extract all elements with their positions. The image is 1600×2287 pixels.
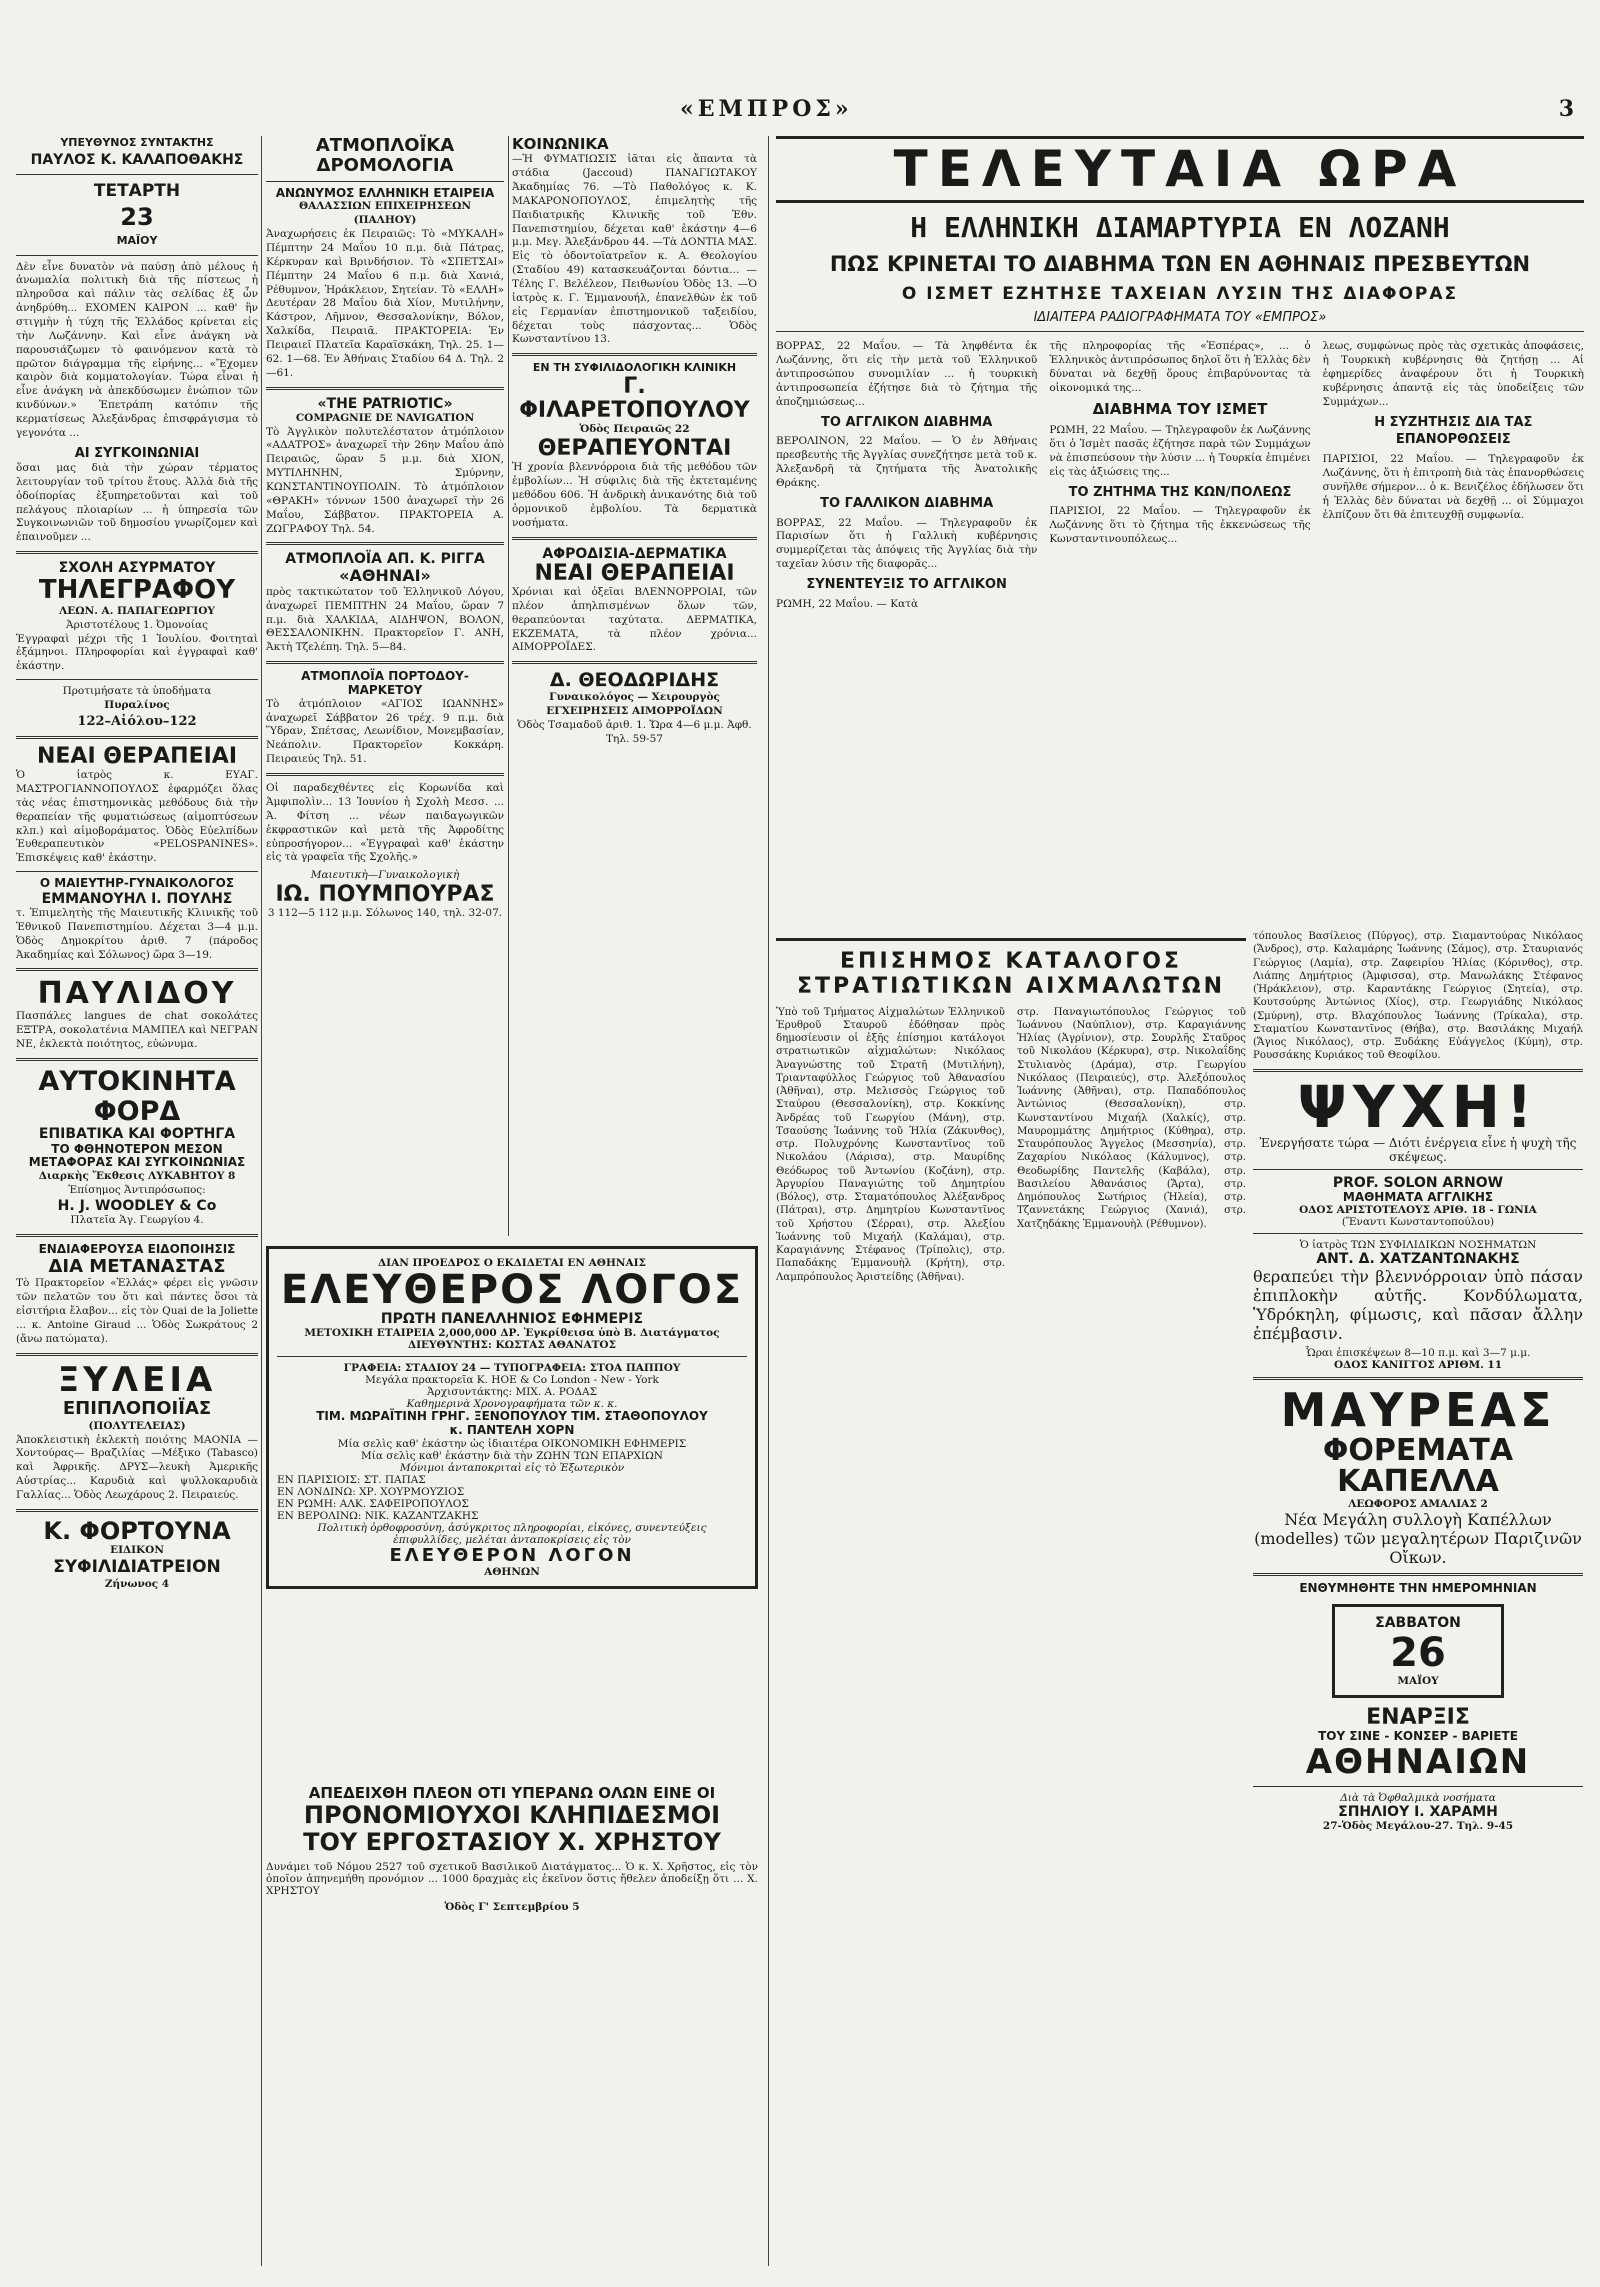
divider [512, 537, 757, 540]
obstetrician-name: ΕΜΜΑΝΟΥΗΛ Ι. ΠΟΥΛΗΣ [41, 890, 233, 907]
ford-rep-label: Ἐπίσημος Ἀντιπρόσωπος: [68, 1183, 206, 1196]
communications-text: ὅσαι μας διὰ τὴν χώραν τέρματος λειτουργίαν τοῦ τρίτου ἔτους. Ἀλλὰ διὰ τῆς ὁδοίπορίας ἐξυπηρετοῦνται καὶ τοῦ πελάγους πλοιαρίων ... ἡ ὑπηρεσία τῶν Συγκοινωνιῶν τοῦ δημοσίου γνωρίζομεν καὶ ἐπαινοῦμεν ... [16, 461, 258, 544]
migrants-text: Τὸ Πρακτορεῖον «Ἑλλάς» φέρει εἰς γνῶσιν τῶν πελατῶν του ὅτι καὶ πάντες ὅσοι τὰ εἰσιτήρια ἔλαβον... εἰς τὸν Quai de la Joliette ... κ. Antoine Giraud ... Ὁδὸς Σωκράτους 2 (ἄνω πατώματα). [16, 1277, 258, 1345]
divider [16, 1509, 258, 1512]
headline-4: ΙΔΙΑΙΤΕΡΑ ΡΑΔΙΟΓΡΑΦΗΜΑΤΑ ΤΟΥ «ΕΜΠΡΟΣ» [776, 310, 1584, 332]
divider [1253, 1169, 1583, 1170]
logos-economic: Μία σελὶς καθ' ἑκάστην ὡς ἰδιαιτέρα ΟΙΚΟΝΟΜΙΚΗ ΕΦΗΜΕΡΙΣ [337, 1437, 687, 1450]
news-col-1 [776, 340, 1037, 615]
fortuna-address: Ζήνωνος 4 [104, 1577, 170, 1590]
school-address: Ἀριστοτέλους 1. Ὀμονοίας [66, 618, 208, 631]
column-2 [266, 136, 504, 921]
news-subheading: ΣΥΝΕΝΤΕΥΞΙΣ ΤΟ ΑΓΓΛΙΚΟΝ [806, 577, 1007, 593]
obstetrician-text: τ. Ἐπιμελητὴς τῆς Μαιευτικῆς Κλινικῆς τοῦ Ἐθνικοῦ Πανεπιστημίου. Δέχεται 3—4 μ.μ. Ὁδὸς Δημοκρίτου ἀριθ. 7 (πάροδος Ἀκαδημίας καὶ Σόλωνος) ὥρα 3—19. [16, 907, 258, 961]
timber-subheading-2: (ΠΟΛΥΤΕΛΕΙΑΣ) [88, 1419, 186, 1432]
banner-latest-hour: ΤΕΛΕΥΤΑΙΑ ΩΡΑ [776, 136, 1584, 203]
divider [512, 661, 757, 664]
newspaper-name: «ΕΜΠΡΟΣ» [680, 96, 853, 122]
news-columns [776, 340, 1584, 615]
news-subheading: ΤΟ ΑΓΓΛΙΚΟΝ ΔΙΑΒΗΜΑ [821, 415, 993, 431]
divider [16, 1353, 258, 1356]
remind-heading: ΕΝΘΥΜΗΘΗΤΕ ΤΗΝ ΗΜΕΡΟΜΗΝΙΑΝ [1299, 1580, 1537, 1595]
logos-top: ΔΙΑΝ ΠΡΟΕΔΡΟΣ Ο ΕΚΔΙΔΕΤΑΙ ΕΝ ΑΘΗΝΑΙΣ [378, 1257, 646, 1269]
masthead [0, 96, 1600, 136]
logos-tagline: Πολιτικὴ ὀρθοφροσύνη, ἀσύγκριτος πληροφορίαι, εἰκόνες, συνεντεύξεις [317, 1521, 707, 1534]
logos-footer-2: ΑΘΗΝΩΝ [484, 1566, 540, 1579]
news-text: ΒΟΡΡΑΣ, 22 Μαΐου. — Τὰ ληφθέντα ἐκ Λωζάννης, ὅτι εἰς τὴν μετὰ τοῦ Ἑλληνικοῦ ἀντιπροσώπου συνομιλίαν ... ἡ τουρκικὴ ἀντιπροσωπεία ἐζήτησε διὰ τὸ ζήτημα τῆς ἀποζημιώσεως... [776, 340, 1038, 409]
news-text: λεως, συμφώνως πρὸς τὰς σχετικὰς ἀποφάσεις, ἡ Τουρκικὴ κυβέρνησις θὰ ζητήσῃ ... Αἱ ἐφημερίδες ἀναφέρουν ὅτι ἡ Τουρκικὴ κυβέρνησις ἀπαντᾷ εἰς τὰς ὑποδείξεις τῶν Συμμάχων... [1322, 340, 1584, 409]
divider [266, 661, 504, 664]
prisoners-catalog [776, 930, 1246, 1284]
divider [1253, 1069, 1583, 1072]
aphro-subheading: ΝΕΑΙ ΘΕΡΑΠΕΙΑΙ [534, 560, 735, 586]
charami-label: Διὰ τὰ Ὀφθαλμικὰ νοσήματα [1340, 1792, 1496, 1805]
date-box-month: ΜΑΪΟΥ [1397, 1674, 1439, 1687]
syph-hours: Ὧραι ἐπισκέψεων 8—10 π.μ. καὶ 3—7 μ.μ. [1305, 1347, 1531, 1360]
christou-line-2: ΠΡΟΝΟΜΙΟΥΧΟΙ ΚΛΗΠΙΔΕΣΜΟΙ [303, 1801, 721, 1830]
logos-title: ΕΛΕΥΘΕΡΟΣ ΛΟΓΟΣ [280, 1267, 744, 1313]
divider [1253, 1573, 1583, 1576]
charami-name: ΣΠΗΛΙΟΥ Ι. ΧΑΡΑΜΗ [1338, 1804, 1498, 1821]
news-subheading: Η ΣΥΖΗΤΗΣΙΣ ΔΙΑ ΤΑΣ ΕΠΑΝΟΡΘΩΣΕΙΣ [1374, 415, 1533, 448]
school-text: Ἐγγραφαὶ μέχρι τῆς 1 Ἰουλίου. Φοιτηταὶ ἐξάμηνοι. Πληροφορίαι καὶ ἐγγραφαὶ καθ' ἑκάστην. [16, 632, 258, 673]
catalog-col-2: στρ. Παναγιωτόπουλος Γεώργιος τοῦ Ἰωάννου (Ναύπλιον), στρ. Καραγιάννης Ἠλίας (Ἀγρίνιον), στρ. Σουρλῆς Σταῦρος τοῦ Νικολάου (Κέρκυρα), στρ. Νικολαΐδης Στυλιανὸς (Δράμα), στρ. Γεωργίου Νικόλαος (Πειραιεύς), στρ. Ἀλεξόπουλος Ἰωάννης (Ἀθῆναι), στρ. Παπαδόπουλος Ἀντώνιος (Θεσσαλονίκη), στρ. Κωνσταντίνου Μιχαήλ (Χαλκίς), στρ. Μαυρομμάτης Δημήτριος (Κύθηρα), στρ. Σταυρόπουλος Ἄγγελος (Μεσσηνία), στρ. Ζαχαρίου Νικόλαος (Κάλυμνος), στρ. Θεοδωρίδης Παντελῆς (Καβάλα), στρ. Βασιλείου Ἀθανάσιος (Ἄρτα), στρ. Δημόπουλος Σωτήριος (Ἠλεία), στρ. Τζαννετάκης Γεώργιος (Χανιά), στρ. Χατζηδάκης Ἐμμανουὴλ (Ρέθυμνον). [1017, 1006, 1246, 1230]
pavlidou-text: Πασπάλες langues de chat σοκολάτες ΕΞΤΡΑ, σοκολατένια ΜΑΜΠΕΛ καὶ ΝΕΓΡΑΝ ΝΕ, ἐκλεκτὰ ποιότητος, εὐώνυμα. [16, 1010, 258, 1051]
shoe-label: Προτιμήσατε τὰ ὑποδήματα [62, 685, 212, 698]
school-name: ΤΗΛΕΓΡΑΦΟΥ [38, 575, 236, 606]
divider [266, 542, 504, 545]
news-text: ΒΟΡΡΑΣ, 22 Μαΐου. — Τηλεγραφοῦν ἐκ Παρισίων ὅτι ἡ Γαλλικὴ κυβέρνησις συμμερίζεται τὰς ἀπόψεις τῆς Ἀγγλίας διὰ τὴν ταχεῖαν λύσιν τῆς διαφορᾶς... [776, 516, 1038, 571]
mavreas-address: ΛΕΩΦΟΡΟΣ ΑΜΑΛΙΑΣ 2 [1348, 1497, 1488, 1510]
page-number: 3 [1558, 96, 1574, 122]
logos-line-2: ΔΙΕΥΘΥΝΤΗΣ: ΚΩΣΤΑΣ ΑΘΑΝΑΤΟΣ [408, 1339, 616, 1352]
midwife-name: ΙΩ. ΠΟΥΜΠΟΥΡΑΣ [275, 882, 495, 908]
divider [277, 1356, 747, 1357]
logos-authors: ΤΙΜ. ΜΩΡΑΪΤΙΝΗ ΓΡΗΓ. ΞΕΝΟΠΟΥΛΟΥ ΤΙΜ. ΣΤΑΘΟΠΟΥΛΟΥ [316, 1409, 708, 1424]
charami-address: 27-Ὁδὸς Μεγάλου-27. Τηλ. 9-45 [1322, 1820, 1514, 1833]
christou-ad [266, 1785, 758, 1913]
new-therapies-heading: ΝΕΑΙ ΘΕΡΑΠΕΙΑΙ [36, 743, 238, 769]
logos-agencies: Μεγάλα πρακτορεῖα K. HOE & Co London - New - York [365, 1374, 659, 1387]
syph-name: ΑΝΤ. Δ. ΧΑΤΖΑΝΤΩΝΑΚΗΣ [1316, 1251, 1520, 1268]
syph-text: θεραπεύει τὴν βλεννόρροιαν ὑπὸ πάσαν ἐπιπλοκὴν αὐτῆς. Κονδύλωματα, Ὑδρόκηλη, φίμωσις, καὶ πᾶσαν ἄλλην ἐπέμβασιν. [1253, 1267, 1583, 1344]
news-col-2 [1049, 340, 1310, 615]
clinic-heading: ΕΝ ΤΗ ΣΥΦΙΛΙΔΟΛΟΓΙΚΗ ΚΛΙΝΙΚΗ [532, 361, 737, 375]
social-text: —Ἡ ΦΥΜΑΤΙΩΣΙΣ ἰᾶται εἰς ἄπαντα τὰ στάδια (Jaccoud) ΠΑΝΑΓΙΩΤΑΚΟΥ Ἀκαδημίας 76. —Τὸ Παθολόγος κ. Κ. ΜΑΚΑΡΟΝΟΠΟΥΛΟΣ, ἐπιμελητὴς τῆς Παιδιατρικῆς Κλινικῆς τοῦ Ἐθν. Πανεπιστημίου, δέχεται καθ' ἑκάστην 4—6 μ.μ. Μεγ. Ἀλεξάνδρου 44. —Τὰ ΔΟΝΤΙΑ ΜΑΣ. Εἰς τὸ ὀδοντοϊατρεῖον κ. Α. Θεολογίου (Σταδίου 49) κατασκευάζονται δόντια... —Τέλης Γ. Βελέλεον, Πειθωνίου Ὁδὸς 13. —Ὁ ἰατρὸς κ. Γ. Ἐμμανουήλ, ἐπανελθὼν ἐκ τοῦ εἰς Γερμανίαν ἐπιστημονικοῦ ταξειδίου, δέχεται τοὺς πάσχοντας... Ὁδὸς Κωνσταντίνου 13. [512, 153, 757, 346]
headline-2: ΠΩΣ ΚΡΙΝΕΤΑΙ ΤΟ ΔΙΑΒΗΜΑ ΤΩΝ ΕΝ ΑΘΗΝΑΙΣ ΠΡΕΣΒΕΥΤΩΝ [829, 252, 1531, 277]
divider [16, 1234, 258, 1237]
portodou-text: Τὸ ἀτμόπλοιον «ΑΓΙΟΣ ΙΩΑΝΝΗΣ» ἀναχωρεῖ Σάββατον 26 τρέχ. 9 π.μ. διὰ Ὕδραν, Σπέτσας, Λεωνίδιον, Μονεμβασίαν, Νεάπολιν. Πρακτορεῖον Κοκκάρη. Πειραιεύς Τηλ. 51. [266, 697, 504, 766]
company-sub: ΘΑΛΑΣΣΙΩΝ ΕΠΙΧΕΙΡΗΣΕΩΝ (ΠΑΛΗΟΥ) [298, 200, 472, 227]
news-text: ΠΑΡΙΣΙΟΙ, 22 Μαΐου. — Τηλεγραφοῦν ἐκ Λωζάννης, ὅτι ἡ ἐπιτροπὴ διὰ τὰς ἐπανορθώσεις συνῆλθε σήμερον... ὁ κ. Βενιζέλος ἐδήλωσεν ὅτι ἡ Ἑλλὰς δὲν δύναται νὰ δεχθῇ ... οἱ Σύμμαχοι ἐλπίζουν ὅτι θὰ ἐπιτευχθῇ συμφωνία. [1322, 452, 1584, 521]
logos-box [266, 1246, 758, 1589]
ford-subheading: ΕΠΙΒΑΤΙΚΑ ΚΑΙ ΦΟΡΤΗΓΑ [38, 1126, 236, 1143]
date-day: 23 [120, 203, 154, 232]
timber-heading: ΞΥΛΕΙΑ [57, 1359, 217, 1400]
steamship-heading: ΑΤΜΟΠΛΟΪΚΑ ΔΡΟΜΟΛΟΓΙΑ [315, 135, 455, 176]
theodoridis-address: Ὁδὸς Τσαμαδοῦ ἀριθ. 1. Ὥρα 4—6 μ.μ. Ἀφθ. Τηλ. 59-57 [517, 718, 752, 745]
communications-heading: ΑΙ ΣΥΓΚΟΙΝΩΝΙΑΙ [74, 445, 200, 461]
mavreas-text: Νέα Μεγάλη συλλογὴ Καπέλλων (modelles) τῶν μεγαλητέρων Παριζινῶν Οἴκων. [1254, 1509, 1582, 1567]
patriotic-sub: COMPAGNIE DE NAVIGATION [295, 411, 475, 424]
clinic-cure: ΘΕΡΑΠΕΥΟΝΤΑΙ [537, 436, 732, 462]
logos-correspondents: Μόνιμοι ἀνταποκριταὶ εἰς τὸ Ἐξωτερικὸν [399, 1461, 625, 1474]
column-rule [768, 136, 769, 2266]
fortuna-name: ΣΥΦΙΛΙΔΙΑΤΡΕΙΟΝ [53, 1557, 221, 1578]
ford-rep-address: Πλατεῖα Ἁγ. Γεωργίου 4. [70, 1213, 204, 1226]
headline-3: Ο ΙΣΜΕΤ ΕΖΗΤΗΣΕ ΤΑΧΕΙΑΝ ΛΥΣΙΝ ΤΗΣ ΔΙΑΦΟΡΑΣ [901, 284, 1459, 305]
news-text: τῆς πληροφορίας τῆς «Ἑσπέρας», ... ὁ Ἑλληνικὸς ἀντιπρόσωπος δηλοῖ ὅτι ἡ Ἑλλὰς δὲν δύναται νὰ δεχθῇ ὅρους ἐπιβαρύνοντας τὰ οἰκονομικά της... [1049, 340, 1311, 395]
psyche-text: Ἐνεργήσατε τώρα — Διότι ἐνέργεια εἶνε ἡ ψυχὴ τῆς σκέψεως. [1259, 1135, 1577, 1164]
portodou-heading: ΑΤΜΟΠΛΟΪΑ ΠΟΡΤΟΔΟΥ-ΜΑΡΚΕΤΟΥ [301, 669, 469, 697]
divider [266, 181, 504, 182]
news-subheading: ΤΟ ΓΑΛΛΙΚΟΝ ΔΙΑΒΗΜΑ [820, 496, 994, 512]
timber-subheading: ΕΠΙΠΛΟΠΟΙΪΑΣ [62, 1397, 212, 1419]
clinic-address: Ὁδὸς Πειραιῶς 22 [579, 423, 690, 436]
rigga-heading: ΑΤΜΟΠΛΟΪΑ ΑΠ. Κ. ΡΙΓΓΑ [285, 551, 485, 568]
logos-daily: Καθημερινὰ Χρονογραφήματα τῶν κ. κ. [406, 1398, 618, 1411]
prof-address-2: (Ἔναντι Κωνσταντοπούλου) [1341, 1216, 1495, 1229]
patriotic-heading: «THE PATRIOTIC» [317, 395, 453, 412]
prof-address: ΟΔΟΣ ΑΡΙΣΤΟΤΕΛΟΥΣ ΑΡΙΘ. 18 - ΓΩΝΙΑ [1299, 1204, 1537, 1217]
social-heading: ΚΟΙΝΩΝΙΚΑ [512, 135, 609, 153]
syph-address: ΟΔΟΣ ΚΑΝΙΓΓΟΣ ΑΡΙΘΜ. 11 [1333, 1359, 1503, 1372]
fortuna-sub: ΕΙΔΙΚΟΝ [110, 1544, 164, 1557]
theodoridis-sub: Γυναικολόγος — Χειρουργὸς [549, 691, 720, 704]
shoe-store: Πυραλίνος [104, 698, 170, 711]
aphro-text: Χρόνιαι καὶ ὀξεῖαι ΒΛΕΝΝΟΡΡΟΙΑΙ, τῶν πλέον ἀπηλπισμένων ὅλων τῶν, θεραπεύονται ταχύτατα. ΔΕΡΜΑΤΙΚΑ, ΕΚΖΕΜΑΤΑ, τὰ πλέον χρόνια... ΑΙΜΟΡΡΟΪΔΕΣ. [512, 585, 757, 654]
logos-london: ΕΝ ΛΟΝΔΙΝΩ: ΧΡ. ΧΟΥΡΜΟΥΖΙΟΣ [277, 1485, 465, 1498]
editor-name: ΠΑΥΛΟΣ Κ. ΚΑΛΑΠΟΘΑΚΗΣ [30, 151, 244, 168]
divider [16, 679, 258, 680]
headline-1: Η ΕΛΛΗΝΙΚΗ ΔΙΑΜΑΡΤΥΡΙΑ ΕΝ ΛΟΖΑΝΗ [910, 210, 1450, 244]
cine-heading: ΤΟΥ ΣΙΝΕ - ΚΟΝΣΕΡ - ΒΑΡΙΕΤΕ [1318, 1728, 1518, 1743]
date-box-number: 26 [1390, 1629, 1446, 1676]
rigga-ship: «ΑΘΗΝΑΙ» [339, 566, 431, 586]
prof-name: PROF. SOLON ARNOW [1332, 1174, 1504, 1191]
theodoridis-name: Δ. ΘΕΟΔΩΡΙΔΗΣ [549, 669, 720, 692]
fortuna-heading: Κ. ΦΟΡΤΟΥΝΑ [43, 1516, 231, 1545]
aphro-heading: ΑΦΡΟΔΙΣΙΑ-ΔΕΡΜΑΤΙΚΑ [542, 545, 727, 562]
obstetrician-heading: Ο ΜΑΙΕΥΤΗΡ-ΓΥΝΑΙΚΟΛΟΓΟΣ [39, 876, 235, 891]
divider [266, 387, 504, 390]
clinic-name: Γ. ΦΙΛΑΡΕΤΟΠΟΥΛΟΥ [519, 373, 750, 424]
news-text: ΒΕΡΟΛΙΝΟΝ, 22 Μαΐου. — Ὁ ἐν Ἀθήναις πρεσβευτὴς τῆς Ἀγγλίας συνεζήτησε μετὰ τοῦ κ. Ἀλεξανδρῆ τὰ ζητήματα τῆς Ἀνατολικῆς Θράκης. [776, 435, 1038, 490]
divider [1253, 1786, 1583, 1787]
steamship-text: Ἀναχωρήσεις ἐκ Πειραιῶς: Τὸ «ΜΥΚΑΛΗ» Πέμπτην 24 Μαΐου 10 π.μ. διὰ Πάτρας, Κέρκυραν καὶ Βρινδήσιον. Τὸ «ΣΠΕΤΣΑΙ» Πέμπτην 24 Μαΐου 6 π.μ. διὰ Χανιά, Ρέθυμνον, Ἡράκλειον, Σητείαν. Τὸ «ΕΛΛΗ» Δευτέραν 28 Μαΐου διὰ Χίον, Μυτιλήνην, Κάστρον, Λῆμνον, Θεσσαλονίκην, Βόλον, Χαλκίδα, Πειραιᾶ. ΠΡΑΚΤΟΡΕΙΑ: Ἐν Πειραιεῖ Πλατεῖα Καραϊσκάκη, Τηλ. 25. 1—62. 1—68. Ἐν Ἀθήναις Σταδίου 64 Δ. Τηλ. 2—61. [266, 228, 504, 379]
migrants-heading: ΕΝΔΙΑΦΕΡΟΥΣΑ ΕΙΔΟΠΟΙΗΣΙΣ [38, 1241, 236, 1256]
logos-subtitle: ΠΡΩΤΗ ΠΑΝΕΛΛΗΝΙΟΣ ΕΦΗΜΕΡΙΣ [380, 1311, 644, 1327]
syph-heading: Ὁ ἰατρὸς ΤΩΝ ΣΥΦΙΛΙΔΙΚΩΝ ΝΟΣΗΜΑΤΩΝ [1299, 1239, 1537, 1252]
eleftheros-logos-ad [266, 1246, 758, 1589]
clinic-text: Ἡ χρονία βλεννόρροια διὰ τῆς μεθόδου τῶν ἐμβολίων... Ἡ σύφιλις διὰ τῆς ἐκτεταμένης μεθόδου 606. Ἡ ἀνδρικὴ ἀνικανότης διὰ τοῦ ὀρμονικοῦ ἐμβολίου. Τὰ δερματικὰ νοσήματα. [512, 461, 757, 529]
logos-editor: Ἀρχισυντάκτης: ΜΙΧ. Α. ΡΟΔΑΣ [426, 1386, 598, 1399]
column-3 [512, 136, 757, 747]
news-col-3 [1323, 340, 1584, 615]
midwife-label: Μαιευτικὴ—Γυναικολογικὴ [310, 869, 460, 882]
catalog-heading-2: ΣΤΡΑΤΙΩΤΙΚΩΝ ΑΙΧΜΑΛΩΤΩΝ [796, 974, 1226, 1000]
mavreas-hats: ΚΑΠΕΛΛΑ [1337, 1464, 1499, 1500]
column-rule [508, 136, 509, 1236]
catalog-columns [776, 1006, 1246, 1284]
editor-label: ΥΠΕΥΘΥΝΟΣ ΣΥΝΤΑΚΤΗΣ [60, 136, 214, 149]
catalog-col-3: τόπουλος Βασίλειος (Πύργος), στρ. Σιαμαντούρας Νικόλαος (Ἄνδρος), στρ. Καλαμάρης Ἰωάννης (Σάμος), στρ. Σταυριανός Γεώργιος (Λαμία), στρ. Ζαφειρίου Ἠλίας (Κόρινθος), στρ. Λιάπης Δημήτριος (Ἀμφισσα), στρ. Μανωλάκης Στέφανος (Ἡράκλειον), στρ. Καραντάκης Γεώργιος (Σητεία), στρ. Κουτσούρης Ἀντώνιος (Χίος), στρ. Γεωργιάδης Νικόλαος (Σμύρνη), στρ. Βλαχόπουλος Ἰωάννης (Τρίκαλα), στρ. Σταματίου Κωνσταντῖνος (Θήβα), στρ. Βασιλάκης Μιχαήλ (Ἄγιος Νικόλαος), στρ. Ξυδάκης Εὐάγγελος (Κύμη), στρ. Ρουσσάκης Κυριάκος τοῦ Θεοφίλου. [1253, 931, 1583, 1062]
ford-line: ΤΟ ΦΘΗΝΟΤΕΡΟΝ ΜΕΣΟΝ ΜΕΤΑΦΟΡΑΣ ΚΑΙ ΣΥΓΚΟΙΝΩΝΙΑΣ [28, 1141, 246, 1170]
christou-address: Ὁδὸς Γ' Σεπτεμβρίου 5 [444, 1901, 580, 1914]
logos-pantelis: κ. ΠΑΝΤΕΛΗ ΧΟΡΝ [449, 1422, 575, 1437]
christou-line-3: ΤΟΥ ΕΡΓΟΣΤΑΣΙΟΥ Χ. ΧΡΗΣΤΟΥ [303, 1827, 721, 1856]
divider [16, 968, 258, 971]
divider [1253, 1377, 1583, 1380]
mavreas-dresses: ΦΟΡΕΜΑΤΑ [1322, 1432, 1514, 1468]
logos-offices: ΓΡΑΦΕΙΑ: ΣΤΑΔΙΟΥ 24 — ΤΥΠΟΓΡΑΦΕΙΑ: ΣΤΟΑ ΠΑΠΠΟΥ [343, 1362, 681, 1375]
school-director: ΛΕΩΝ. Α. ΠΑΠΑΓΕΩΡΓΙΟΥ [59, 604, 215, 617]
news-text: ΡΩΜΗ, 22 Μαΐου. — Κατὰ [776, 597, 919, 610]
ford-heading: ΑΥΤΟΚΙΝΗΤΑ ΦΟΡΔ [38, 1066, 236, 1127]
logos-rome: ΕΝ ΡΩΜΗ: ΑΛΚ. ΣΑΦΕΙΡΟΠΟΥΛΟΣ [277, 1497, 469, 1510]
divider [266, 773, 504, 776]
catalog-col-1: Ὑπὸ τοῦ Τμήματος Αἰχμαλώτων Ἑλληνικοῦ Ἐρυθροῦ Σταυροῦ ἐδόθησαν πρὸς δημοσίευσιν οἱ ἑξῆς ἐπίσημοι κατάλογοι στρατιωτικῶν αἰχμαλώτων: Νικόλαος Ἀναγνώστης τοῦ Στρατῆ (Μυτιλήνη), Τριανταφύλλος Γεώργιος τοῦ Ἀθανασίου (Ἀθῆναι), στρ. Μελισσὸς Γεώργιος τοῦ Σταύρου (Θεσσαλονίκη), στρ. Κοκκίνης Ἀνδρέας τοῦ Γεωργίου (Μάνη), στρ. Τσαούσης Ἰωάννης τοῦ Ἠλία (Ζάκυνθος), στρ. Πολυχρόνης Κωνσταντῖνος τοῦ Νικολάου (Λάρισα), στρ. Μαυρίδης Θεόδωρος τοῦ Ἀντωνίου (Κοζάνη), στρ. Ἀργυρίου Παναγιώτης τοῦ Δημητρίου (Βόλος), στρ. Σταματόπουλος Ἀλέξανδρος (Πάτραι), στρ. Δημητρίου Κωνσταντῖνος τοῦ Χρήστου (Σέρραι), στρ. Ἀλεξίου Ἰωάννης τοῦ Μιχαήλ (Καλάμαι), στρ. Καραγιάννης Στέφανος (Τρίπολις), στρ. Παπαδάκης Ἐμμανουὴλ (Κρήτη), στρ. Λαμπρόπουλος Ἀριστείδης (Ἀθῆναι). [776, 1006, 1005, 1283]
christou-text: Δυνάμει τοῦ Νόμου 2527 τοῦ σχετικοῦ Βασιλικοῦ Διατάγματος... Ὁ κ. Χ. Χρῆστος, εἰς τὸν ὁποῖον ἀπηνεμήθη προνόμιον ... 1000 δραχμὰς εἰς ἐκεῖνον ὅστις ἤθελεν ἀποδείξῃ ὅτι ... Χ. ΧΡΗΣΤΟΥ [266, 1861, 758, 1898]
column-rule [261, 136, 262, 2266]
patriotic-text: Τὸ Ἀγγλικὸν πολυτελέστατον ἀτμόπλοιον «ΑΔΑΤΡΟΣ» ἀναχωρεῖ τὴν 26ην Μαΐου ἀπὸ Πειραιῶς, ὥραν 5 μ.μ. διὰ ΧΙΟΝ, ΜΥΤΙΛΗΝΗΝ, Σμύρνην, ΚΩΝΣΤΑΝΤΙΝΟΥΠΟΛΙΝ. Τὸ ἀτμόπλοιον «ΘΡΑΚΗ» τόννων 1500 ἀναχωρεῖ τὴν 26 Μαΐου, Σάββατον. ΠΡΑΚΤΟΡΕΙΑ Α. ΖΩΓΡΑΦΟΥ Τηλ. 54. [266, 425, 504, 535]
news-subheading: ΤΟ ΖΗΤΗΜΑ ΤΗΣ ΚΩΝ/ΠΟΛΕΩΣ [1068, 484, 1292, 500]
school-heading: ΣΧΟΛΗ ΑΣΥΡΜΑΤΟΥ [58, 560, 216, 577]
logos-paris: ΕΝ ΠΑΡΙΣΙΟΙΣ: ΣΤ. ΠΑΠΑΣ [277, 1473, 426, 1486]
christou-line-1: ΑΠΕΔΕΙΧΘΗ ΠΛΕΟΝ ΟΤΙ ΥΠΕΡΑΝΩ ΟΛΩΝ ΕΙΝΕ ΟΙ [308, 1784, 716, 1802]
logos-berlin: ΕΝ ΒΕΡΟΛΙΝΩ: ΝΙΚ. ΚΑΖΑΝΤΖΑΚΗΣ [277, 1509, 479, 1522]
catalog-heading-1: ΕΠΙΣΗΜΟΣ ΚΑΤΑΛΟΓΟΣ [840, 949, 1182, 974]
divider [16, 174, 258, 175]
divider [16, 551, 258, 554]
mavreas-heading: ΜΑΥΡΕΑΣ [1280, 1383, 1556, 1438]
logos-provinces: Μία σελὶς καθ' ἑκάστην διὰ τὴν ΖΩΗΝ ΤΩΝ ΕΠΑΡΧΙΩΝ [361, 1449, 663, 1462]
school-notice-text: Οἱ παραδεχθέντες εἰς Κορωνίδα καὶ Ἀμφιπολὶν... 13 Ἰουνίου ἡ Σχολὴ Μεσσ. ... Ἀ. Φίτση ... νέων παιδαγωγικῶν ἐκφραστικῶν καὶ μετὰ τῆς Ἀφροδίτης εὐπροσήγορον... «Ἐγγραφαὶ καθ' ἑκάστην εἰς τὰ γραφεῖα τῆς Σχολῆς.» [266, 782, 504, 864]
news-text: ΠΑΡΙΣΙΟΙ, 22 Μαΐου. — Τηλεγραφοῦν ἐκ Λωζάννης ὅτι τὸ ζήτημα τῆς ἐκκενώσεως τῆς Κωνσταντινουπόλεως... [1049, 505, 1311, 546]
company-name: ΑΝΩΝΥΜΟΣ ΕΛΛΗΝΙΚΗ ΕΤΑΙΡΕΙΑ [275, 185, 495, 200]
ford-rep-name: H. J. WOODLEY & Co [57, 1197, 217, 1214]
logos-line-1: ΜΕΤΟΧΙΚΗ ΕΤΑΙΡΕΙΑ 2,000,000 ΔΡ. Ἐγκρίθεισα ὑπὸ Β. Διατάγματος [304, 1327, 720, 1340]
column-1 [16, 136, 258, 1591]
date-box [1332, 1604, 1504, 1698]
editor-box [16, 136, 258, 249]
new-therapies-text: Ὁ ἰατρὸς κ. ΕΥΑΓ. ΜΑΣΤΡΟΓΙΑΝΝΟΠΟΥΛΟΣ ἐφαρμόζει ὅλας τὰς νέας ἐπιστημονικὰς μεθόδους διὰ τὴν θεραπείαν τῆς φυματιώσεως (αἱμοπτύσεων κλπ.) καὶ αἱμοβοράματος. Ὁδὸς Εὐελπίδων Ἐυθεραπευτικὸν «PELOSPANINES». Ἐπισκέψεις καθ' ἑκάστην. [16, 769, 258, 865]
theodoridis-sub-2: ΕΓΧΕΙΡΗΣΕΙΣ ΑΙΜΟΡΡΟΪΔΩΝ [546, 704, 723, 717]
logos-tagline-2: ἐπιφυλλίδες, μελέται ἀνταποκρίσεις εἰς τὸν [393, 1533, 631, 1546]
news-text: ΡΩΜΗ, 22 Μαΐου. — Τηλεγραφοῦν ἐκ Λωζάννης ὅτι ὁ Ἰσμὲτ πασᾶς ἐζήτησε παρὰ τῶν Συμμάχων νὰ ἐπισπεύσουν τὴν λύσιν ... ἡ Τουρκία ἐπιμένει εἰς τὰς ἀξιώσεις της... [1049, 424, 1311, 478]
pavlidou-heading: ΠΑΥΛΙΔΟΥ [37, 976, 237, 1012]
divider [1253, 1233, 1583, 1234]
right-ads [1253, 930, 1583, 1832]
date-month: ΜΑΪΟΥ [116, 234, 158, 248]
timber-text: Ἀποκλειστικὴ ἐκλεκτὴ ποιότης ΜΑΟΝΙΑ —Χοντούρας— Βραζιλίας —Μέξικο (Tabasco) καὶ Ἀφρικῆς. ΔΡΥΣ—λευκὴ Ἀμερικῆς Αὐστρίας... Καρυδιὰ καὶ ψυλλοκαρυδιὰ Γαλλίας... Ὁδὸς Λεωχάρους 2. Πειραιεύς. [16, 1433, 258, 1501]
divider [16, 871, 258, 872]
divider [512, 353, 757, 356]
prof-sub: ΜΑΘΗΜΑΤΑ ΑΓΓΛΙΚΗΣ [1342, 1189, 1494, 1204]
migrants-subheading: ΔΙΑ ΜΕΤΑΝΑΣΤΑΣ [48, 1255, 226, 1277]
divider [16, 255, 258, 256]
midwife-address: 3 112—5 112 μ.μ. Σόλωνος 140, τηλ. 32-07. [267, 907, 503, 920]
opening-heading: ΕΝΑΡΞΙΣ [1366, 1704, 1470, 1730]
catalog-heading [776, 938, 1246, 1000]
rigga-text: πρὸς τακτικώτατον τοῦ Ἑλληνικοῦ Λόγου, ἀναχωρεῖ ΠΕΜΠΤΗΝ 24 Μαΐου, ὥραν 7 π.μ. διὰ ΧΑΛΚΙΔΑ, ΑΙΔΗΨΟΝ, ΒΟΛΟΝ, ΘΕΣΣΑΛΟΝΙΚΗΝ. Πρακτορεῖον Γ. ΑΝΗ, Ἀκτὴ Τζελέπη. Τηλ. 5—84. [266, 585, 504, 654]
divider [16, 1058, 258, 1061]
psyche-heading: ΨΥΧΗ! [1297, 1072, 1539, 1141]
news-subheading: ΔΙΑΒΗΜΑ ΤΟΥ ΙΣΜΕΤ [1092, 400, 1268, 419]
athinaion-heading: ΑΘΗΝΑΙΩΝ [1305, 1741, 1531, 1782]
divider [16, 736, 258, 739]
editorial-text: Δὲν εἶνε δυνατὸν νὰ παύσῃ ἀπὸ μέλους ἡ ἀνωμαλία πολιτικὴ διὰ τῆς πίστεως ἡ πληροῦσα καὶ πάλιν τὰς σελίδας ἐξ ὧν ἀνηδρύθη... ΕΧΟΜΕΝ ΚΑΙΡΟΝ ... καθ' ἣν στιγμὴν ἡ τύχη τῆς Ἑλλάδος κρίνεται εἰς τὴν Λωζάννην. Καὶ εἶνε ἀνάγκη νὰ παρουσιάζωμεν τὸ φαινόμενον κατὰ τὸ πρῶτον διάγραμμα τῆς εἰρήνης... «Ἔχομεν καιρὸν διὰ κομματολογίαν. Τώρα εἶναι ἡ εἶνε ἀνάγκη νὰ ἀπεκδύσωμεν ἐνώπιον τῶν κινδύνων.» Ἐπετράπη κατόπιν τῆς κερματίσεως Ἀλεξάνδρας ἐπισφράγισμα τὸ γεγονότα ... [16, 260, 258, 439]
ford-address: Διαρκὴς Ἔκθεσις ΛΥΚΑΒΗΤΟΥ 8 [38, 1170, 236, 1183]
shoe-address: 122–Αἰόλου–122 [77, 713, 197, 729]
date-box-day: ΣΑΒΒΑΤΟΝ [1375, 1614, 1461, 1631]
weekday: ΤΕΤΑΡΤΗ [93, 180, 181, 201]
logos-footer: ΕΛΕΥΘΕΡΟΝ ΛΟΓΟΝ [389, 1544, 635, 1566]
latest-news [776, 136, 1584, 616]
